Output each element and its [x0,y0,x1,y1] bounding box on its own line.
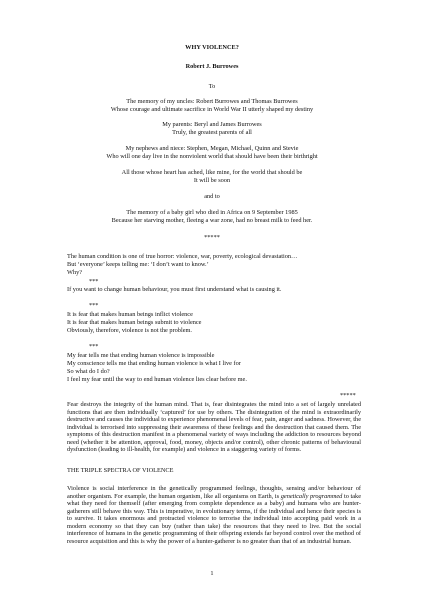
verse-separator: *** [89,302,99,309]
dedication-and-to: and to [204,193,220,200]
dedication-parents-line2: Truly, the greatest parents of all [172,129,252,136]
document-author: Robert J. Burrowes [185,63,239,70]
verse4-line2: My conscience tells me that ending human violence is what I live for [67,360,241,367]
verse3-line1: It is fear that makes human beings inflict violence [67,311,193,318]
verse-separator: *** [89,278,99,285]
dedication-baby-line2: Because her starving mother, fleeing a war zone, had no breast milk to feed her. [111,217,313,224]
section-separator: ***** [340,392,356,399]
dedication-nephews-line2: Who will one day live in the nonviolent world that should have been their birthright [106,153,318,160]
page-number: 1 [210,570,214,577]
dedication-hearts-line1: All those whose heart has ached, like mine, for the world that should be [121,169,303,176]
dedication-uncles-line2: Whose courage and ultimate sacrifice in World War II utterly shaped my destiny [110,106,314,113]
verse3-line2: It is fear that makes human beings submit to violence [67,319,202,326]
verse1-line3: Why? [67,269,83,276]
body-paragraph [67,485,361,545]
verse1-line1: The human condition is one of true horror: violence, war, poverty, ecological devastation… [67,253,298,260]
paragraph-text: to take what they need for themself (after emerging from complete dependence as a baby) and humans who are hunter-gatherers still behave this way. This is imperative, in evolutionary terms, if the individual and hence their species is to survive. It takes enormous and protracted violence to terrorise the individual into accepting paid work in a modern economy so that they can buy (rather than take) the resources that they need to live. But the social interference of humans in the genetic programming of their offspring extends far beyond control over the method of resource acquisition and this is why the power of a hunter-gatherer is no greater than that of an industrial human. [67,492,362,545]
emphasis-text: genetically programmed [280,492,343,500]
section-heading: THE TRIPLE SPECTRA OF VIOLENCE [67,467,174,474]
verse4-line1: My fear tells me that ending human violence is impossible [67,352,215,359]
body-paragraph: Fear destroys the integrity of the human mind. That is, fear disintegrates the mind into a set of largely unrelated functions that are then individually ‘captured’ for use by others. The disintegration of the mind is extraordinarily destructive and causes the individual to experience phenomenal levels of fear, pain, anger and sadness. However, the individual is terrorised into suppressing their awareness of these feelings and the destruction that caused them. The symptoms of this destruction manifest in a phenomenal variety of ways including the addiction to resources beyond need (whether it be attention, approval, food, money, objects and/or control), other chronic patterns of behavioural dysfunction (leading to ill-health, for example) and violence in a staggering variety of forms. [67,401,361,454]
dedication-nephews-line1: My nephews and niece: Stephen, Megan, Michael, Quinn and Stevie [125,145,299,152]
dedication-uncles-line1: The memory of my uncles: Robert Burrowes and Thomas Burrowes [126,98,298,105]
verse3-line3: Obviously, therefore, violence is not the problem. [67,327,192,334]
dedication-parents-line1: My parents: Beryl and James Burrowes [162,121,262,128]
dedication-to: To [208,83,216,90]
paragraph-text: Violence is social interference in the genetically programmed feelings, thoughts, sensing and/or behaviour of another organism. For example, the human organism, like all organisms on Earth, is [67,485,361,500]
dedication-hearts-line2: It will be soon [193,177,231,184]
verse4-line4: I feel my fear until the way to end human violence lies clear before me. [67,376,247,383]
verse1-line2: But ‘everyone’ keeps telling me: ‘I don’t want to know.’ [67,261,209,268]
section-separator: ***** [204,234,220,241]
verse-separator: *** [89,343,99,350]
verse2-line1: If you want to change human behaviour, you must first understand what is causing it. [67,286,282,293]
document-title: WHY VIOLENCE? [185,44,239,51]
dedication-baby-line1: The memory of a baby girl who died in Africa on 9 September 1985 [126,209,298,216]
verse4-line3: So what do I do? [67,368,110,375]
